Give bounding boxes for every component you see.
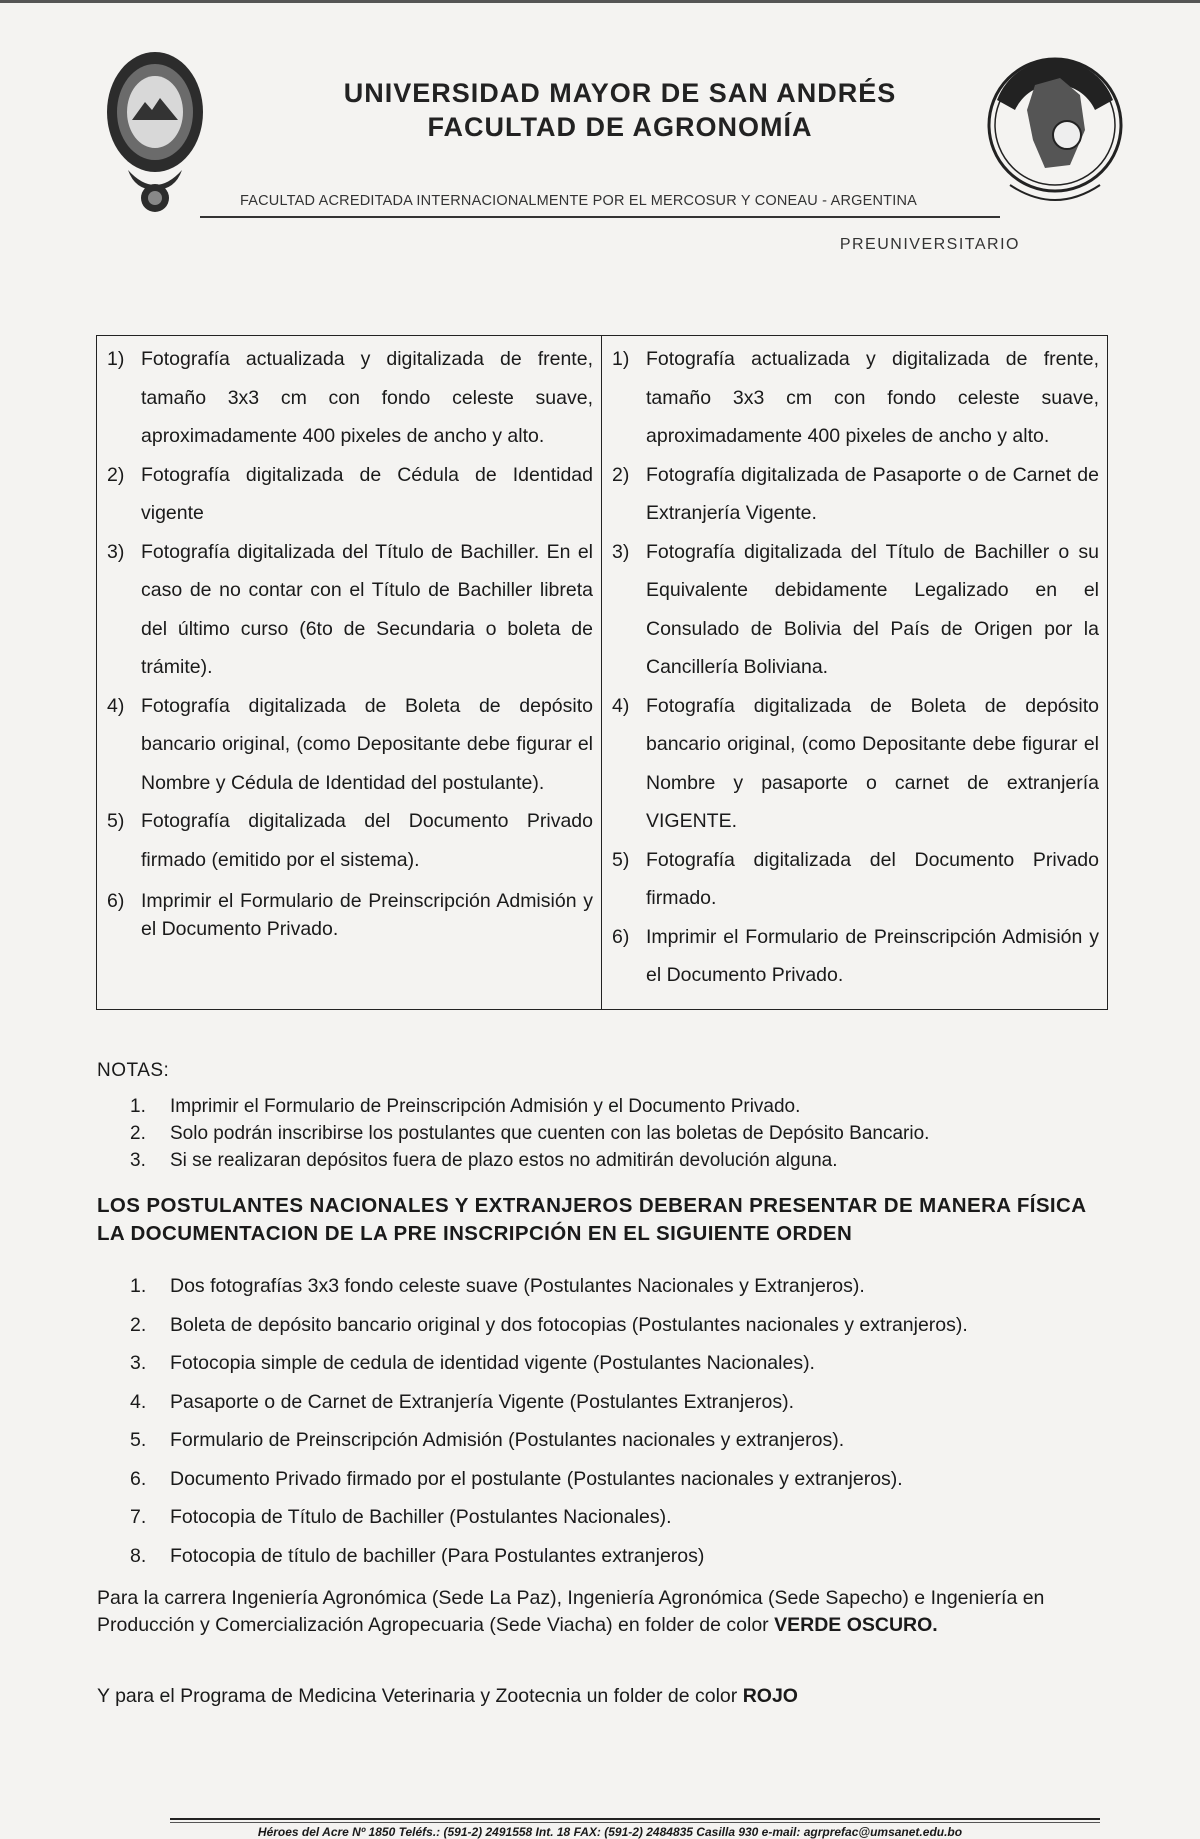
list-item	[130, 1498, 1110, 1537]
item-number: 1.	[130, 1275, 147, 1297]
list-item	[130, 1421, 1110, 1460]
item-number: 6)	[612, 925, 630, 948]
item-number: 2.	[130, 1313, 147, 1336]
item-number: 3.	[130, 1352, 147, 1374]
item-text: Pasaporte o de Carnet de Extranjería Vigente (Postulantes Extranjeros).	[170, 1390, 794, 1413]
list-item	[130, 1267, 1110, 1306]
item-number: 8.	[130, 1544, 147, 1567]
item-text: Fotografía digitalizada de Boleta de depósito bancario original, (como Depositante debe figurar el Nombre y Cédula de Identidad del postulante).	[141, 694, 593, 794]
list-item	[107, 802, 593, 879]
order-list	[130, 1267, 1110, 1575]
footer-contact: Héroes del Acre Nº 1850 Teléfs.: (591-2) 2491558 Int. 18 FAX: (591-2) 2484835 Casilla 930 e-mail: agrprefac@umsanet.edu.bo	[257, 1825, 963, 1839]
list-item	[612, 533, 1099, 687]
item-text: Dos fotografías 3x3 fondo celeste suave (Postulantes Nacionales y Extranjeros).	[170, 1275, 865, 1297]
green-folder-color: VERDE OSCURO.	[774, 1614, 938, 1636]
item-text: Fotografía digitalizada de Boleta de depósito bancario original, (como Depositante debe figurar el Nombre y pasaporte o carnet de extranjería VIGENTE.	[646, 694, 1099, 832]
list-item	[130, 1147, 1110, 1174]
item-number: 2)	[612, 463, 630, 486]
requirements-table	[96, 335, 1108, 1010]
agronomy-faculty-seal-logo	[985, 40, 1125, 225]
top-edge-rule	[0, 0, 1200, 3]
item-text: Imprimir el Formulario de Preinscripción Admisión y el Documento Privado.	[170, 1096, 801, 1117]
item-number: 6.	[130, 1467, 147, 1490]
item-number: 3.	[130, 1150, 146, 1171]
footer-divider	[170, 1818, 1100, 1820]
item-number: 3)	[612, 540, 630, 563]
item-text: Imprimir el Formulario de Preinscripción Admisión y el Documento Privado.	[141, 890, 593, 940]
list-item	[107, 456, 593, 533]
item-text: Fotografía digitalizada del Documento Privado firmado (emitido por el sistema).	[141, 810, 593, 871]
item-text: Fotografía actualizada y digitalizada de frente, tamaño 3x3 cm con fondo celeste suave, aproximadamente 400 pixeles de ancho y alto.	[141, 348, 593, 447]
list-item	[612, 841, 1099, 918]
green-folder-paragraph	[97, 1585, 1107, 1639]
item-number: 4)	[612, 694, 630, 717]
list-item	[612, 687, 1099, 841]
red-folder-paragraph	[97, 1683, 1107, 1710]
item-text: Documento Privado firmado por el postulante (Postulantes nacionales y extranjeros).	[170, 1467, 903, 1490]
notes-list	[130, 1093, 1110, 1174]
item-text: Fotografía digitalizada de Cédula de Identidad vigente	[141, 463, 593, 524]
item-text: Fotocopia de Título de Bachiller (Postulantes Nacionales).	[170, 1506, 672, 1528]
list-item	[130, 1344, 1110, 1383]
red-folder-text: Y para el Programa de Medicina Veterinaria y Zootecnia un folder de color	[97, 1685, 738, 1707]
item-number: 5.	[130, 1429, 147, 1451]
accreditation-line: FACULTAD ACREDITADA INTERNACIONALMENTE POR EL MERCOSUR Y CONEAU - ARGENTINA	[240, 193, 918, 209]
faculty-name: FACULTAD DE AGRONOMÍA	[427, 112, 813, 142]
list-item	[612, 918, 1099, 995]
item-text: Solo podrán inscribirse los postulantes que cuenten con las boletas de Depósito Bancario.	[170, 1123, 930, 1144]
header-divider	[200, 216, 1000, 218]
requirements-extranjeros-column	[602, 336, 1107, 1009]
item-text: Si se realizaran depósitos fuera de plazo estos no admitirán devolución alguna.	[170, 1150, 838, 1171]
item-text: Fotografía digitalizada del Título de Bachiller o su Equivalente debidamente Legalizado en el Consulado de Bolivia del País de Origen por la Cancillería Boliviana.	[646, 540, 1099, 678]
list-item	[130, 1306, 1110, 1345]
item-text: Fotografía digitalizada del Título de Bachiller. En el caso de no contar con el Título de Bachiller libreta del último curso (6to de Secundaria o boleta de trámite).	[141, 540, 593, 678]
list-item	[107, 340, 593, 456]
notes-heading: NOTAS:	[97, 1060, 170, 1081]
item-text: Fotocopia de título de bachiller (Para Postulantes extranjeros)	[170, 1544, 705, 1567]
item-number: 2.	[130, 1123, 146, 1144]
umsa-seal-logo	[100, 50, 210, 220]
item-text: Boleta de depósito bancario original y dos fotocopias (Postulantes nacionales y extranjeros).	[170, 1313, 968, 1336]
item-number: 5)	[612, 848, 630, 871]
list-item	[130, 1460, 1110, 1499]
footer-divider-thin	[170, 1822, 1100, 1823]
item-number: 4)	[107, 694, 125, 717]
list-item	[130, 1093, 1110, 1120]
list-item	[130, 1120, 1110, 1147]
list-item	[612, 456, 1099, 533]
item-number: 2)	[107, 463, 125, 486]
green-folder-text: Para la carrera Ingeniería Agronómica (Sede La Paz), Ingeniería Agronómica (Sede Sapecho) e Ingeniería en Producción y Comercialización Agropecuaria (Sede Viacha) en folder de color	[97, 1587, 1045, 1636]
item-number: 1)	[107, 348, 125, 370]
item-number: 5)	[107, 810, 125, 832]
program-label: PREUNIVERSITARIO	[839, 236, 1020, 253]
list-item	[107, 533, 593, 687]
item-number: 6)	[107, 890, 125, 912]
item-number: 3)	[107, 540, 125, 563]
list-item	[612, 340, 1099, 456]
item-text: Formulario de Preinscripción Admisión (Postulantes nacionales y extranjeros).	[170, 1429, 845, 1451]
item-number: 1.	[130, 1096, 146, 1117]
list-item	[130, 1537, 1110, 1576]
item-text: Fotocopia simple de cedula de identidad vigente (Postulantes Nacionales).	[170, 1352, 815, 1374]
item-text: Fotografía digitalizada de Pasaporte o de Carnet de Extranjería Vigente.	[646, 463, 1099, 524]
requirements-nacionales-column	[97, 336, 602, 1009]
red-folder-color: ROJO	[742, 1685, 798, 1707]
list-item	[107, 887, 593, 943]
university-name: UNIVERSIDAD MAYOR DE SAN ANDRÉS	[343, 78, 897, 108]
item-number: 7.	[130, 1506, 147, 1528]
item-number: 1)	[612, 348, 630, 370]
list-item	[130, 1383, 1110, 1422]
item-text: Fotografía digitalizada del Documento Privado firmado.	[646, 848, 1099, 909]
order-heading: LOS POSTULANTES NACIONALES Y EXTRANJEROS DEBERAN PRESENTAR DE MANERA FÍSICA LA DOCUMENTACION DE LA PRE INSCRIPCIÓN EN EL SIGUIENTE ORDEN	[97, 1194, 1086, 1245]
item-text: Imprimir el Formulario de Preinscripción Admisión y el Documento Privado.	[646, 925, 1099, 986]
item-text: Fotografía actualizada y digitalizada de frente, tamaño 3x3 cm con fondo celeste suave, aproximadamente 400 pixeles de ancho y alto.	[646, 348, 1099, 447]
list-item	[107, 687, 593, 803]
item-number: 4.	[130, 1390, 147, 1413]
